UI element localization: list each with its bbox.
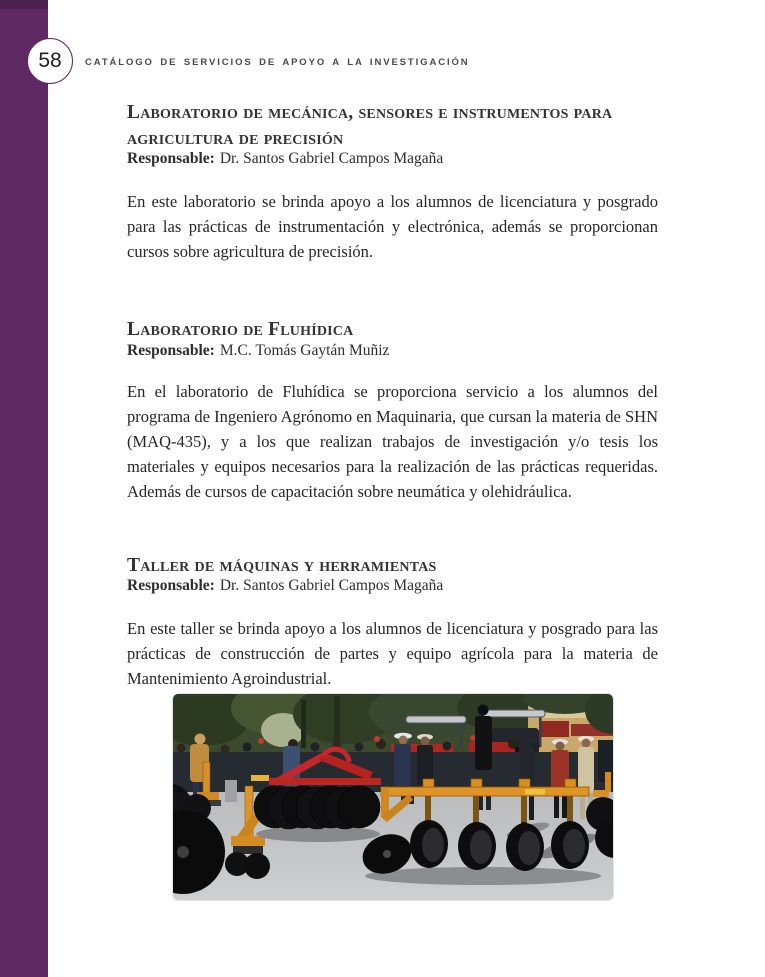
section-title-taller: Taller de máquinas y herramientas: [127, 555, 437, 576]
responsable-name-2: M.C. Tomás Gaytán Muñiz: [219, 342, 390, 359]
responsable-line-2: [127, 342, 389, 360]
page-number: 58: [38, 49, 62, 72]
section-title-fluhidica: Laboratorio de Fluhídica: [127, 319, 354, 340]
responsable-label-3: Responsable:: [127, 577, 215, 594]
responsable-line-1: [127, 150, 443, 168]
machinery-demo-photo: [173, 694, 613, 900]
responsable-name-3: Dr. Santos Gabriel Campos Magaña: [219, 577, 444, 594]
machinery-photo-illustration: [173, 694, 613, 900]
responsable-line-3: [127, 577, 443, 595]
section-body-mecanica: En este laboratorio se brinda apoyo a los alumnos de licenciatura y posgrado para las prácticas de instrumentación y electrónica, además se proporcionan cursos sobre agricultura de precisión.: [127, 192, 658, 261]
responsable-label-2: Responsable:: [127, 342, 215, 359]
accent-side-bar-top: [0, 0, 48, 9]
section-body-fluhidica: En el laboratorio de Fluhídica se proporciona servicio a los alumnos del programa de Ingeniero Agrónomo en Maquinaria, que cursan la materia de SHN (MAQ-435), y a los que realizan trabajos de investigación y/o tesis los materiales y equipos necesarios para la realización de las prácticas requeridas. Además de cursos de capacitación sobre neumática y olehidráulica.: [127, 382, 658, 501]
section-title-mecanica: Laboratorio de mecánica, sensores e instrumentos para agricultura de precisión: [127, 102, 613, 149]
section-body-taller: En este taller se brinda apoyo a los alumnos de licenciatura y posgrado para las prácticas de construcción de partes y equipo agrícola para la materia de Mantenimiento Agroindustrial.: [127, 619, 658, 688]
accent-side-bar: [0, 0, 48, 977]
responsable-name-1: Dr. Santos Gabriel Campos Magaña: [219, 150, 444, 167]
responsable-label-1: Responsable:: [127, 150, 215, 167]
running-header: CATÁLOGO DE SERVICIOS DE APOYO A LA INVESTIGACIÓN: [85, 57, 470, 68]
page-number-badge: [27, 38, 73, 84]
